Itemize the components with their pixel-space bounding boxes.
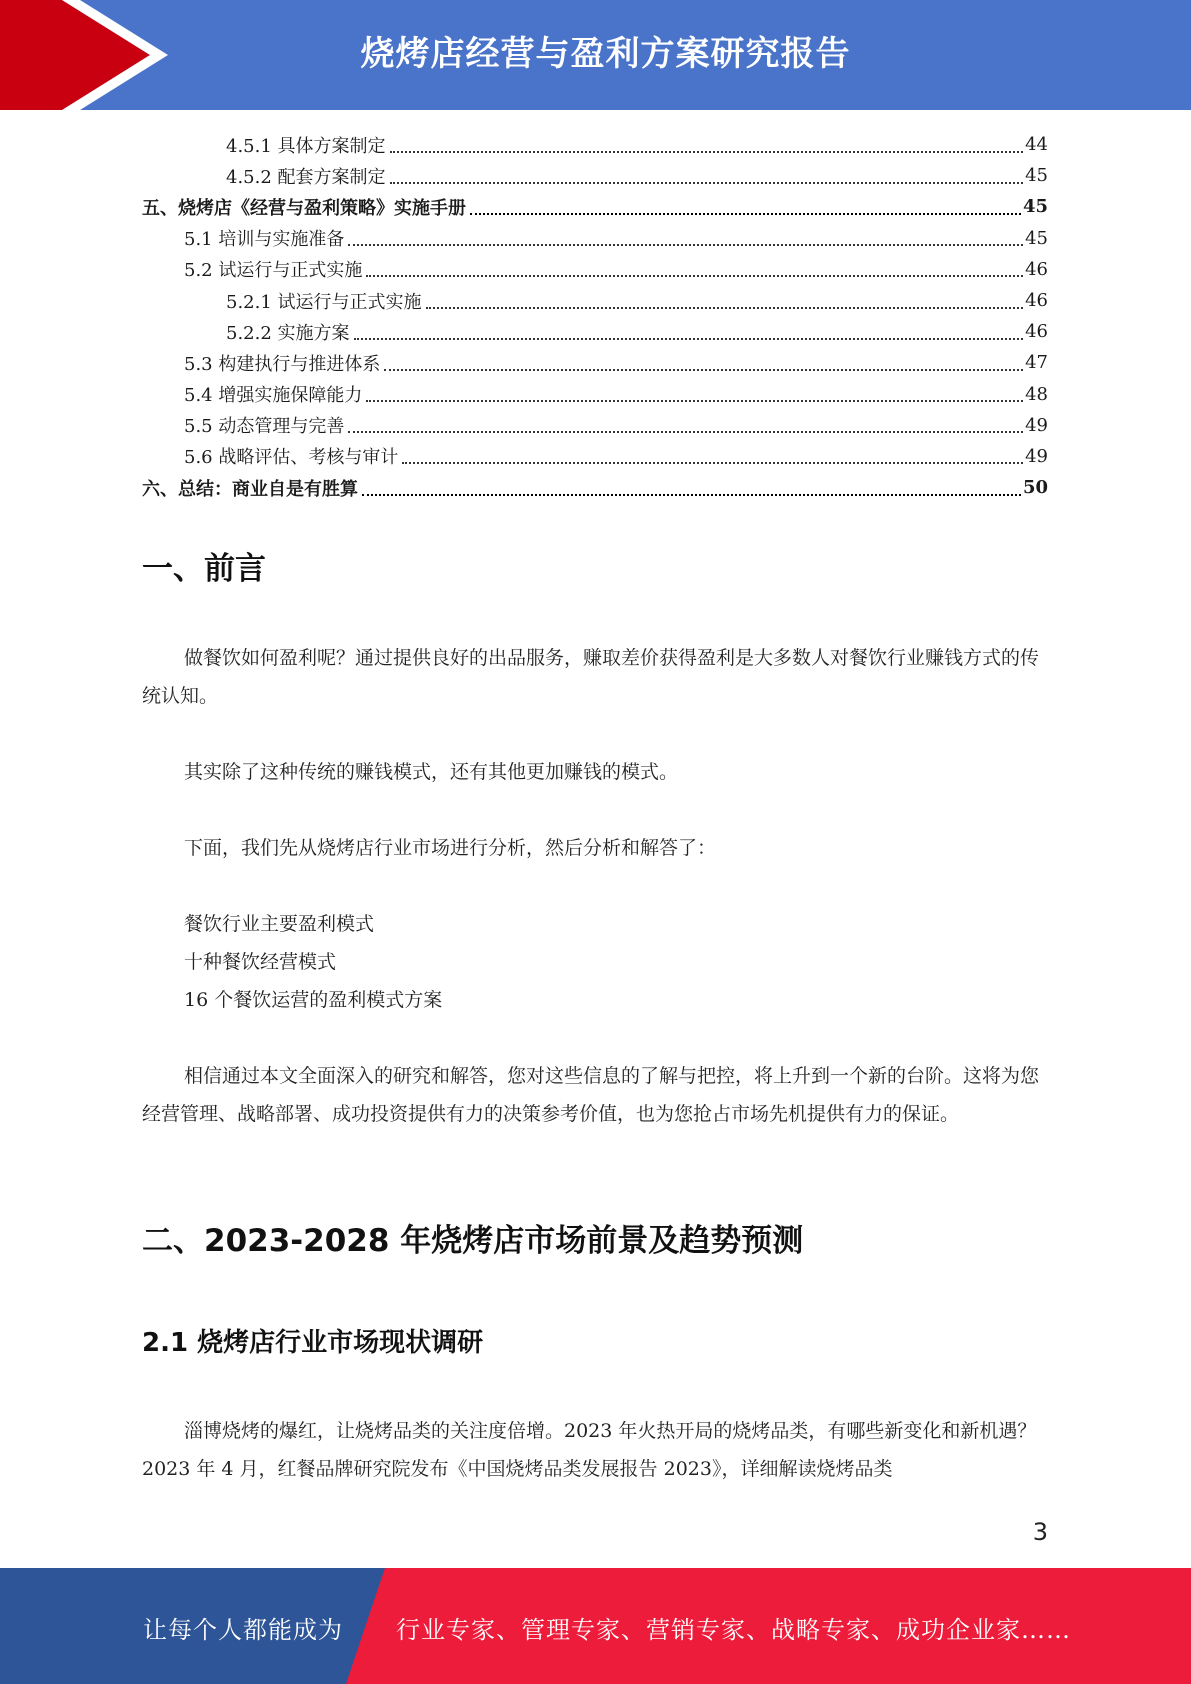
toc-entry-label: 5.1 培训与实施准备 [184, 225, 346, 251]
toc-entry-label: 5.2.2 实施方案 [226, 319, 352, 345]
toc-entry-page: 46 [1025, 321, 1048, 343]
paragraph: 其实除了这种传统的赚钱模式，还有其他更加赚钱的模式。 [184, 761, 679, 783]
toc-entry-page: 46 [1025, 258, 1048, 280]
toc-entry-page: 48 [1025, 383, 1048, 405]
toc-entry-page: 45 [1025, 227, 1048, 249]
toc-leader-dots [384, 369, 1023, 371]
toc-entry-label: 5.2.1 试运行与正式实施 [226, 288, 424, 314]
toc-leader-dots [402, 462, 1023, 464]
list-item: 16 个餐饮运营的盈利模式方案 [184, 989, 443, 1011]
toc-leader-dots [390, 182, 1024, 184]
list-item: 餐饮行业主要盈利模式 [184, 913, 375, 935]
toc-leader-dots [348, 244, 1023, 246]
table-of-contents [142, 129, 1048, 503]
toc-entry[interactable] [142, 441, 1048, 472]
subsection-heading: 2.1 烧烤店行业市场现状调研 [142, 1328, 484, 1358]
toc-leader-dots [366, 400, 1023, 402]
document-title: 烧烤店经营与盈利方案研究报告 [360, 34, 851, 74]
toc-entry-label: 5.2 试运行与正式实施 [184, 256, 364, 282]
toc-entry-label: 5.4 增强实施保障能力 [184, 381, 364, 407]
toc-entry[interactable] [142, 410, 1048, 441]
toc-entry[interactable] [142, 160, 1048, 191]
toc-entry[interactable] [142, 191, 1048, 222]
toc-entry-page: 49 [1025, 414, 1048, 436]
toc-leader-dots [348, 431, 1023, 433]
toc-entry-page: 46 [1025, 290, 1048, 312]
toc-entry-label: 六、总结：商业自是有胜算 [142, 475, 360, 501]
toc-entry[interactable] [142, 223, 1048, 254]
section-heading-market: 二、2023-2028 年烧烤店市场前景及趋势预测 [142, 1223, 804, 1259]
toc-entry-page: 49 [1025, 445, 1048, 467]
toc-leader-dots [354, 338, 1024, 340]
toc-entry-page: 47 [1025, 352, 1048, 374]
model-list [184, 905, 442, 1019]
toc-entry-page: 45 [1025, 165, 1048, 187]
toc-entry-page: 50 [1022, 477, 1048, 499]
toc-entry[interactable] [142, 316, 1048, 347]
toc-leader-dots [366, 275, 1023, 277]
list-item: 十种餐饮经营模式 [184, 951, 337, 973]
toc-entry[interactable] [142, 285, 1048, 316]
toc-entry-page: 45 [1022, 196, 1048, 218]
toc-entry-label: 4.5.2 配套方案制定 [226, 163, 388, 189]
toc-entry[interactable] [142, 347, 1048, 378]
toc-entry-label: 五、烧烤店《经营与盈利策略》实施手册 [142, 194, 468, 220]
toc-entry-page: 44 [1025, 134, 1048, 156]
section-heading-preface: 一、前言 [142, 551, 266, 587]
toc-leader-dots [426, 307, 1024, 309]
paragraph: 下面，我们先从烧烤店行业市场进行分析，然后分析和解答了： [184, 837, 717, 859]
toc-entry-label: 5.5 动态管理与完善 [184, 412, 346, 438]
toc-entry-label: 5.6 战略评估、考核与审计 [184, 443, 400, 469]
footer-slogan-right: 行业专家、管理专家、营销专家、战略专家、成功企业家…… [396, 1616, 1071, 1644]
toc-entry[interactable] [142, 254, 1048, 285]
toc-entry[interactable] [142, 379, 1048, 410]
paragraph: 做餐饮如何盈利呢？通过提供良好的出品服务，赚取差价获得盈利是大多数人对餐饮行业赚钱方式的传统认知。 [142, 647, 1040, 707]
header-banner [0, 0, 1191, 110]
toc-leader-dots [362, 494, 1021, 496]
toc-leader-dots [390, 151, 1024, 153]
toc-entry-label: 4.5.1 具体方案制定 [226, 132, 388, 158]
paragraph: 相信通过本文全面深入的研究和解答，您对这些信息的了解与把控，将上升到一个新的台阶。这将为您经营管理、战略部署、成功投资提供有力的决策参考价值，也为您抢占市场先机提供有力的保证。 [142, 1065, 1040, 1125]
footer-slogan-left: 让每个人都能成为 [143, 1616, 343, 1644]
toc-entry[interactable] [142, 129, 1048, 160]
page-number: 3 [1032, 1518, 1048, 1546]
toc-entry[interactable] [142, 472, 1048, 503]
paragraph: 淄博烧烤的爆红，让烧烤品类的关注度倍增。2023 年火热开局的烧烤品类，有哪些新变化和新机遇？2023 年 4 月，红餐品牌研究院发布《中国烧烤品类发展报告 2023》，详细解读烧烤品类 [142, 1420, 1037, 1480]
toc-leader-dots [470, 213, 1021, 215]
footer-banner [0, 1568, 1191, 1684]
toc-entry-label: 5.3 构建执行与推进体系 [184, 350, 382, 376]
